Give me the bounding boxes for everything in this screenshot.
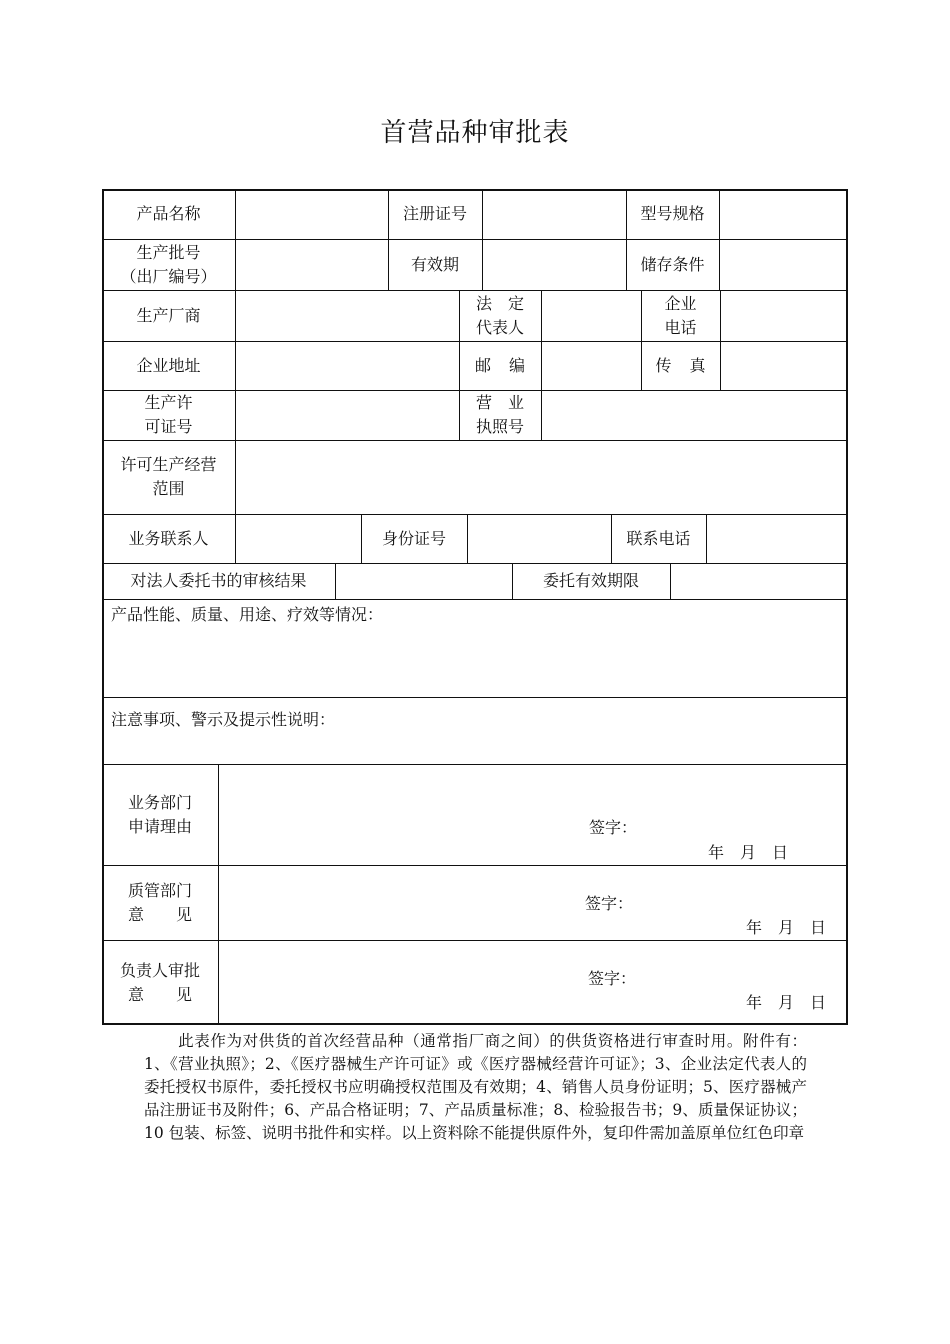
label-business-scope — [102, 440, 235, 514]
label-legal-rep-line2: 代表人 — [475, 317, 524, 337]
label-legal-rep-line1: 法 定 — [475, 293, 524, 313]
input-postcode[interactable] — [542, 342, 640, 389]
label-precautions: 注意事项、警示及提示性说明： — [111, 710, 336, 729]
qa-dept-signature-label: 签字： — [585, 894, 634, 913]
head-signature-label: 签字： — [588, 969, 637, 988]
form-title: 首营品种审批表 — [380, 118, 570, 148]
label-reg-cert-no: 注册证号 — [402, 204, 467, 223]
label-postcode-char1: 邮 — [475, 355, 492, 375]
label-business-scope-line2: 范围 — [152, 479, 185, 498]
business-dept-signature-label: 签字： — [589, 818, 638, 837]
label-proxy-review: 对法人委托书的审核结果 — [130, 571, 307, 590]
label-fax — [641, 341, 720, 390]
label-validity: 有效期 — [410, 254, 459, 274]
label-company-phone-line2: 电话 — [664, 317, 697, 337]
input-business-license[interactable] — [542, 391, 846, 439]
input-contact-phone[interactable] — [707, 515, 846, 562]
input-manufacturer[interactable] — [236, 291, 458, 340]
input-address[interactable] — [236, 342, 458, 389]
label-business-license-line2: 执照号 — [475, 417, 524, 436]
input-reg-cert-no[interactable] — [483, 190, 625, 238]
row-divider — [102, 599, 848, 600]
input-precautions[interactable] — [104, 733, 846, 763]
input-company-phone[interactable] — [721, 291, 846, 340]
label-fax-char1: 传 — [655, 355, 672, 375]
label-proxy-term: 委托有效期限 — [542, 571, 639, 590]
label-head-approval — [102, 940, 218, 1025]
label-production-license — [102, 390, 235, 440]
label-batch-no-line2: （出厂编号） — [120, 266, 217, 286]
label-company-phone — [641, 290, 720, 341]
label-business-dept-reason — [102, 764, 218, 865]
label-business-dept-line1: 业务部门 — [127, 792, 192, 812]
input-business-scope[interactable] — [236, 441, 846, 513]
input-business-dept-reason[interactable] — [220, 766, 846, 826]
row-divider — [102, 697, 848, 698]
label-model-spec: 型号规格 — [640, 204, 705, 223]
label-batch-no-line1: 生产批号 — [136, 242, 201, 262]
label-contact-person: 业务联系人 — [128, 528, 209, 548]
label-production-license-line2: 可证号 — [144, 417, 193, 436]
input-contact-person[interactable] — [236, 515, 360, 562]
head-date-label: 年 月 日 — [746, 993, 827, 1012]
label-business-scope-line1: 许可生产经营 — [120, 455, 217, 474]
label-qa-dept-line1: 质管部门 — [127, 880, 192, 900]
input-qa-dept-opinion[interactable] — [220, 867, 846, 893]
label-business-license-line1: 营 业 — [475, 393, 524, 412]
label-storage: 储存条件 — [640, 254, 705, 274]
input-product-performance[interactable] — [104, 628, 846, 696]
label-postcode-char2: 编 — [508, 355, 525, 375]
input-legal-rep[interactable] — [542, 291, 640, 340]
input-head-approval[interactable] — [220, 942, 846, 968]
label-manufacturer: 生产厂商 — [136, 305, 201, 325]
label-business-dept-line2: 申请理由 — [127, 816, 192, 836]
input-fax[interactable] — [721, 342, 846, 389]
qa-dept-date-label: 年 月 日 — [746, 918, 827, 937]
input-storage[interactable] — [720, 240, 846, 289]
input-proxy-review[interactable] — [336, 564, 511, 598]
input-validity[interactable] — [483, 240, 625, 289]
business-dept-date-label: 年 月 日 — [708, 843, 789, 862]
label-product-performance: 产品性能、质量、用途、疗效等情况： — [111, 605, 384, 624]
label-postcode — [459, 341, 541, 390]
input-proxy-term[interactable] — [671, 564, 846, 598]
label-business-license — [459, 390, 541, 440]
label-product-name: 产品名称 — [136, 204, 201, 223]
label-id-number: 身份证号 — [381, 528, 446, 548]
footnote-attachments: 此表作为对供货的首次经营品种（通常指厂商之间）的供货资格进行审查时用。附件有：1、《营业执照》；2、《医疗器械生产许可证》或《医疗器械经营许可证》；3、企业法定代表人的委托授权书原件，委托授权书应明确授权范围及有效期；4、销售人员身份证明；5、医疗器械产品注册证书及附件；6、产品合格证明；7、产品质量标准；8、检验报告书；9、质量保证协议；10 包装、标签、说明书批件和实样。以上资料除不能提供原件外，复印件需加盖原单位红色印章 — [144, 1032, 807, 1142]
input-production-license[interactable] — [236, 391, 458, 439]
label-address: 企业地址 — [136, 355, 201, 375]
label-company-phone-line1: 企业 — [664, 293, 697, 313]
label-batch-no — [102, 239, 235, 290]
label-qa-dept-line2: 意 见 — [127, 904, 192, 924]
label-contact-phone: 联系电话 — [626, 528, 691, 548]
label-head-approval-line2: 意 见 — [127, 984, 192, 1004]
label-fax-char2: 真 — [689, 355, 706, 375]
label-legal-rep — [459, 290, 541, 341]
input-model-spec[interactable] — [720, 190, 846, 238]
input-id-number[interactable] — [468, 515, 610, 562]
label-head-approval-line1: 负责人审批 — [119, 960, 200, 980]
label-qa-dept-opinion — [102, 865, 218, 940]
input-batch-no[interactable] — [236, 240, 387, 289]
input-product-name[interactable] — [236, 190, 387, 238]
label-production-license-line1: 生产许 — [144, 393, 193, 412]
col-divider — [218, 764, 219, 1025]
